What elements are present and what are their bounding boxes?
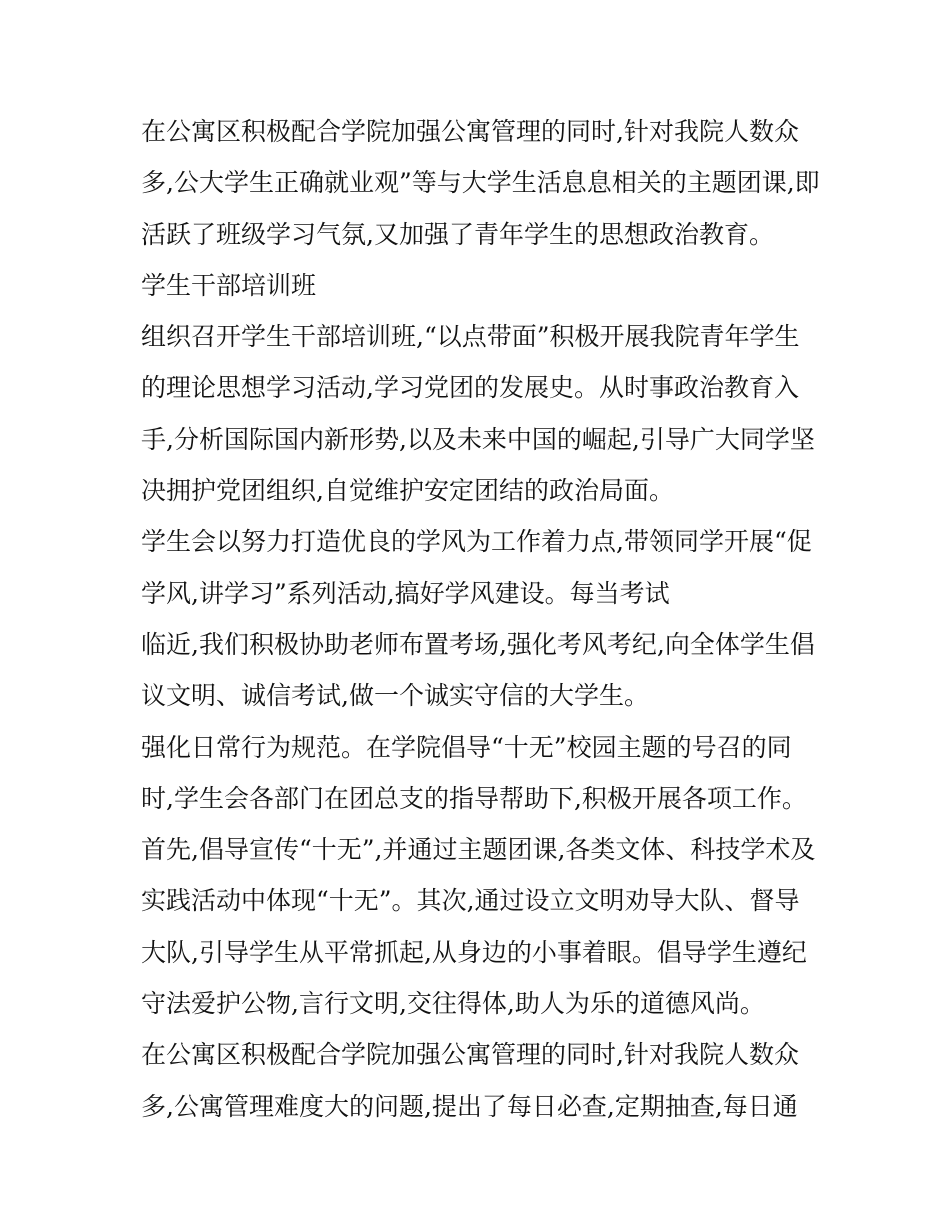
text-line: 的理论思想学习活动,学习党团的发展史。从时事政治教育入 (141, 373, 799, 403)
text-line: 决拥护党团组织,自觉维护安定团结的政治局面。 (141, 476, 674, 506)
text-line: 首先,倡导宣传“十无”,并通过主题团课,各类文体、科技学术及 (141, 835, 816, 865)
text-line: 大队,引导学生从平常抓起,从身边的小事着眼。倡导学生遵纪 (141, 937, 807, 967)
section-heading: 学生干部培训班 (141, 270, 317, 300)
text-line: 守法爱护公物,言行文明,交往得体,助人为乐的道德风尚。 (141, 989, 765, 1019)
text-line: 时,学生会各部门在团总支的指导帮助下,积极开展各项工作。 (141, 783, 807, 813)
text-line: 在公寓区积极配合学院加强公寓管理的同时,针对我院人数众 (141, 1040, 799, 1070)
text-line: 临近,我们积极协助老师布置考场,强化考风考纪,向全体学生倡 (141, 629, 815, 659)
document-body (141, 106, 821, 1132)
text-line: 手,分析国际国内新形势,以及未来中国的崛起,引导广大同学坚 (141, 424, 815, 454)
text-line: 强化日常行为规范。在学院倡导“十无”校园主题的号召的同 (141, 732, 792, 762)
text-line: 活跃了班级学习气氛,又加强了青年学生的思想政治教育。 (141, 219, 774, 249)
text-line: 多,公寓管理难度大的问题,提出了每日必查,定期抽查,每日通 (141, 1091, 798, 1121)
text-line: 议文明、诚信考试,做一个诚实守信的大学生。 (141, 681, 649, 711)
text-line: 在公寓区积极配合学院加强公寓管理的同时,针对我院人数众 (141, 117, 799, 146)
text-line: 学生会以努力打造优良的学风为工作着力点,带领同学开展“促 (141, 527, 812, 557)
text-line: 组织召开学生干部培训班,“以点带面”积极开展我院青年学生 (141, 322, 800, 352)
text-line: 多,公大学生正确就业观”等与大学生活息息相关的主题团课,即 (141, 168, 820, 198)
text-line: 学风,讲学习”系列活动,搞好学风建设。每当考试 (141, 578, 670, 608)
text-line: 实践活动中体现“十无”。其次,通过设立文明劝导大队、督导 (141, 886, 800, 916)
